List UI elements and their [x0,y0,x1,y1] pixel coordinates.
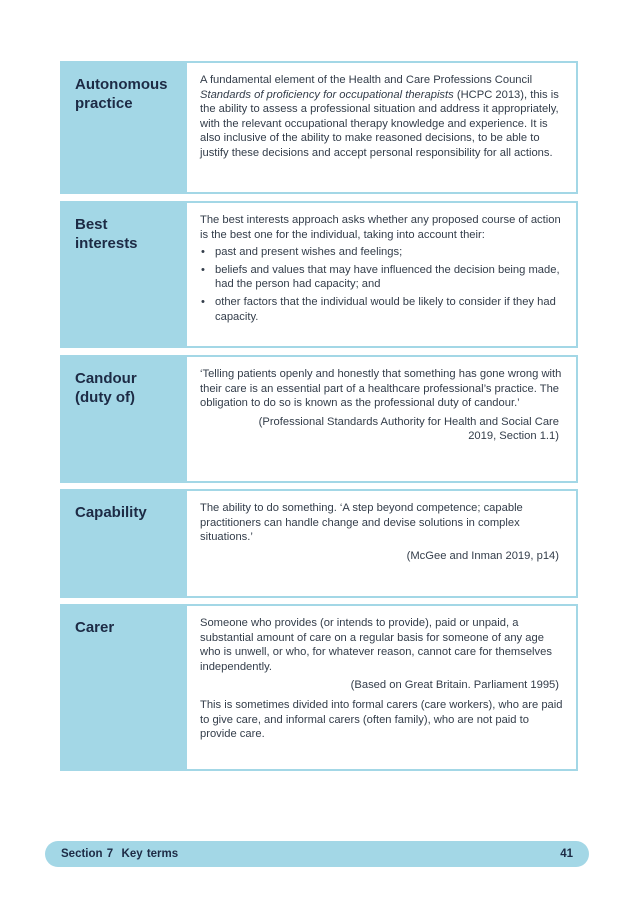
term-card-capability [60,489,578,598]
bullet-icon: • [201,263,205,276]
definition-quote: ‘Telling patients openly and honestly that something has gone wrong with their care is an essential part of a healthcare professional’s practice. The obligation to do so is known as the professional duty of candour.’ [200,368,562,410]
definition-extra: This is sometimes divided into formal carers (care workers), who are paid to give care, and informal carers (often family), who are not paid to provide care. [200,698,563,741]
bullet-icon: • [201,246,205,259]
term-definition [187,606,576,769]
footer-section: Section 7 Key terms [61,848,179,860]
definition-intro: The best interests approach asks whether any proposed course of action is the best one for the individual, taking into account their: [200,214,561,241]
term-definition [187,357,576,481]
term-definition [187,63,576,192]
definition-quote: Someone who provides (or intends to provide), paid or unpaid, a substantial amount of care on a regular basis for someone of any age who is unwell, or who, for whatever reason, cannot care for themselves independently. [200,617,552,673]
list-item: • beliefs and values that may have influenced the decision being made, had the person had capacity; and [201,263,560,291]
term-heading: Best interests [62,203,187,346]
page-number: 41 [560,848,573,860]
definition-quote: The ability to do something. ‘A step beyond competence; capable practitioners can handle change and devise solutions in complex situations.’ [200,502,523,544]
definition-text: A fundamental element of the Health and Care Professions Council Standards of proficiency for occupational therapists (HCPC 2013), this is the ability to assess a professional situation and address it appropriately, with the relevant occupational therapy knowledge and experience. It is also inclusive of the ability to make reasoned decisions, to be able to justify these decisions and accept personal responsibility for all actions. [200,74,559,159]
citation: (McGee and Inman 2019, p14) [406,549,559,562]
term-definition [187,203,576,346]
term-heading: Capability [62,491,187,596]
citation: (Based on Great Britain. Parliament 1995) [350,679,559,692]
term-heading: Autonomous practice [62,63,187,192]
term-card-carer [60,604,578,771]
citation: (Professional Standards Authority for Health and Social Care 2019, Section 1.1) [258,415,559,443]
list-item: • other factors that the individual would be likely to consider if they had capacity. [201,295,556,323]
term-card-autonomous-practice [60,61,578,194]
term-heading: Candour (duty of) [62,357,187,481]
bullet-icon: • [201,295,205,308]
term-card-candour [60,355,578,483]
bullet-list [200,245,564,324]
term-definition [187,491,576,596]
term-card-best-interests [60,201,578,348]
page-footer [45,841,589,867]
list-item: • past and present wishes and feelings; [201,246,403,259]
term-heading: Carer [62,606,187,769]
